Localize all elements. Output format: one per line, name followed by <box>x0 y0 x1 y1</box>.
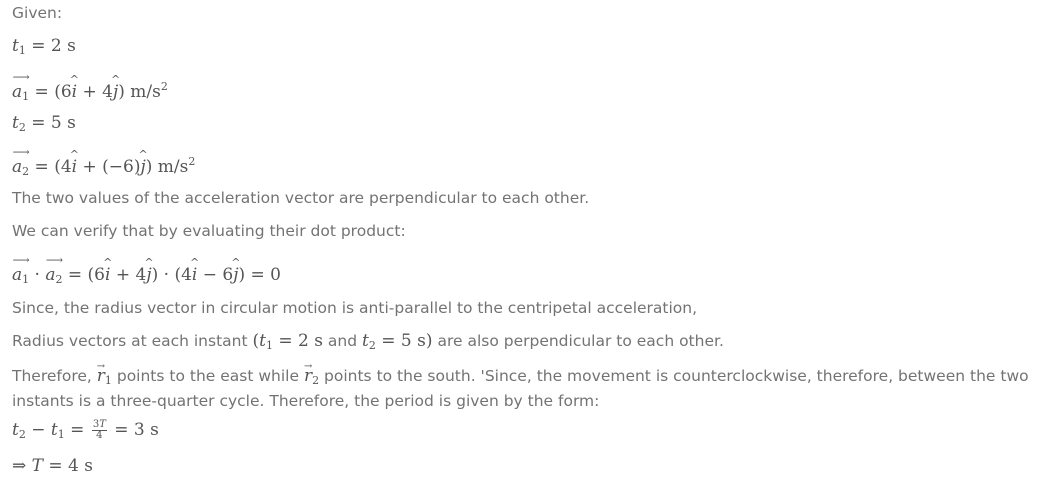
equation-a2: ⟶ $a_2 = (4i$ ^ + (−6)j ^) $m/s^2$ <box>12 155 195 178</box>
equation-period: $t_2 - t_1$ = $\frac{3T}{4}$ = 3 s <box>12 419 159 441</box>
given-label: Given: <box>12 4 63 22</box>
radius-instants-prefix: Radius vectors at each instant <box>12 332 248 350</box>
therefore-paragraph: Therefore, $r \to_1$ points to the east while $r \to_2$ points to the south. 'Since, the movement is counterclockwise, therefore, between the two instants is a three-quarter cycle. Therefore, the period is given by the form: <box>12 366 1042 412</box>
fraction-3t-over-4: $\frac{3T}{4}$ <box>92 419 106 441</box>
therefore-prefix: Therefore, <box>12 367 92 385</box>
radius-instants-suffix: are also perpendicular to each other. <box>437 332 724 350</box>
equation-t1: $t_1 = 2$ s <box>12 36 76 57</box>
equation-a1: ⟶ $a_1 = (6i$ ^ + 4j ^) $m/s^2$ <box>12 80 168 103</box>
equation-result: ⇒ T = 4 s <box>12 456 93 476</box>
radius-instants-and: and <box>327 332 358 350</box>
radius-statement: Since, the radius vector in circular motion is anti-parallel to the centripetal acceleration, <box>12 299 698 317</box>
equation-t2: $t_2 = 5$ s <box>12 113 76 134</box>
therefore-east: points to the east while <box>116 367 300 385</box>
perpendicular-statement: The two values of the acceleration vector are perpendicular to each other. <box>12 189 590 207</box>
radius-instants-statement: Radius vectors at each instant ($t_1 = 2$ s and $t_2 = 5$ s) are also perpendicular to each other. <box>12 331 724 352</box>
therefore-south: points to the south. 'Since, the movement is counterclockwise, therefore, between the two instants is a three-quarter cycle. Therefore, the period is given by the form: <box>12 367 1029 410</box>
equation-dot-product: ⟶ $a_1$ · ⟶ $a_2 = (6i$ ^ + 4j ^) · (4i ^ − 6j ^) = 0 <box>12 265 281 286</box>
verify-statement: We can verify that by evaluating their dot product: <box>12 222 406 240</box>
